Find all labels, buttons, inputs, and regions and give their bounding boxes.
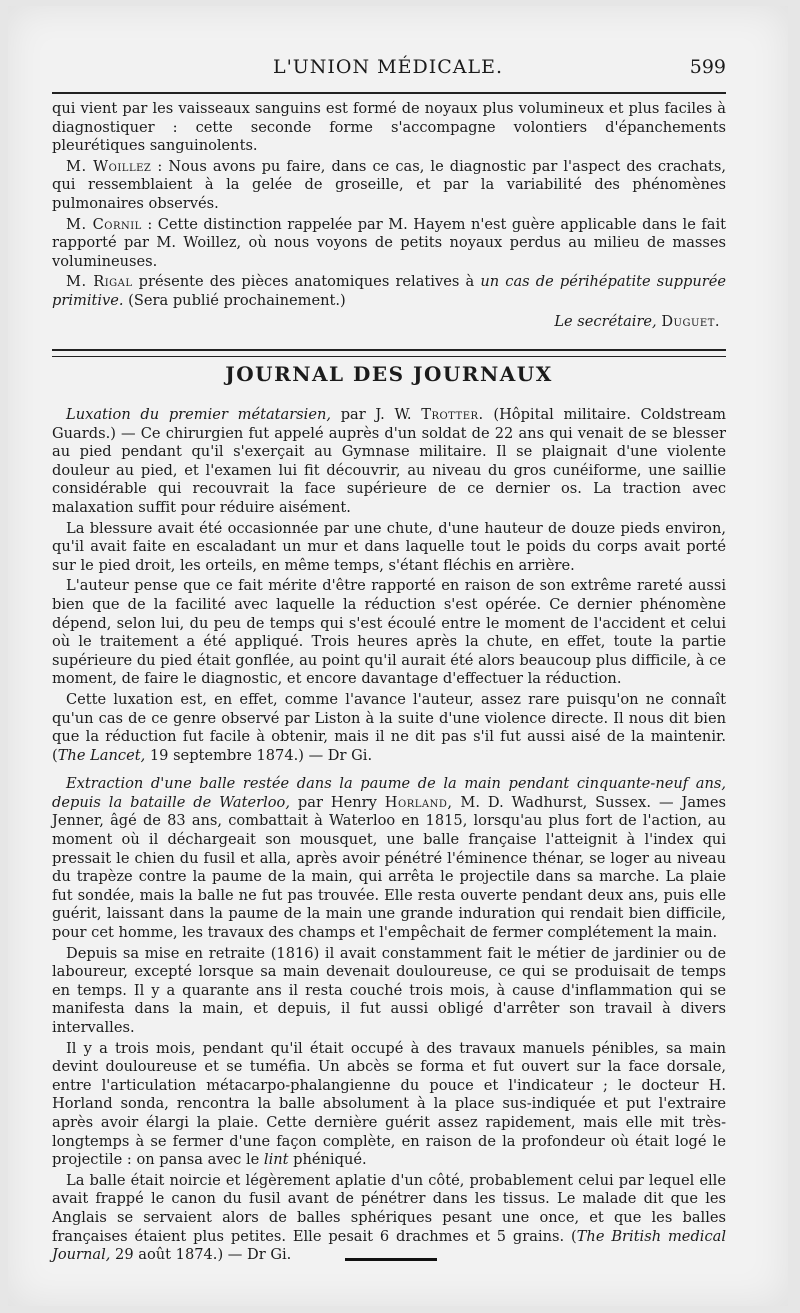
source-citation: The Lancet, [57,746,146,764]
header-rule [52,92,726,94]
paragraph: La balle était noircie et légèrement aplatie d'un côté, probablement celui par lequel elle avait frappé le canon du fusil avant de pénétrer dans les tissus. Le malade dit que les Anglais se servaient alors de balles sphériques pesant une once, et que les balles françaises étaient plus petites. Elle pesait 6 drachmes et 5 grains. (The British medical Journal, 29 août 1874.) — Dr Gi. [52,1171,726,1264]
source-citation: The British medical Journal, [52,1227,726,1264]
paragraph: Cette luxation est, en effet, comme l'avance l'auteur, assez rare puisqu'on ne connaît qu'un cas de ce genre observé par Liston à la suite d'une violence directe. Il nous dit bien que la réduction fut facile à obtenir, mais il ne dit pas s'il fut aussi aisé de la maintenir. (The Lancet, 19 septembre 1874.) — Dr Gi. [52,690,726,764]
article-balle: Extraction d'une balle restée dans la paume de la main pendant cinquante-neuf ans, depuis la bataille de Waterloo, par Henry Horland, M. D. Wadhurst, Sussex. — James Jenner, âgé de 83 ans, combattait à Waterloo en 1815, lorsqu'au plus fort de l'action, au moment où il déchargeait son mousquet, une balle française l'atteignit à l'index qui pressait le chien du fusil et alla, après avoir pénétré l'éminence thénar, se loger au niveau du trapèze contre la paume de la main, qui arrêta le projectile dans sa marche. La plaie fut sondée, mais la balle ne fut pas trouvée. Elle resta ouverte pendant deux ans, puis elle guérit, laissant dans la paume de la main une grande induration qui rendait bien difficile, pour cet homme, les travaux des champs et l'empêchait de fermer complétement la main. [52,775,726,942]
section-divider [52,349,726,357]
paragraph: Il y a trois mois, pendant qu'il était occupé à des travaux manuels pénibles, sa main devint douloureuse et se tuméfia. Un abcès se forma et fut ouvert sur la face dorsale, entre l'articulation métacarpo-phalangienne du pouce et l'indicateur ; le docteur H. Horland sonda, rencontra la balle absolument à la place sus-indiquée et put l'extraire après avoir élargi la plaie. Cette dernière guérit assez rapidement, mais elle mit très-longtemps à se fermer d'une façon complète, en raison de la profondeur où était logé le projectile : on pansa avec le lint phéniqué. [52,1039,726,1169]
speaker-name: M. Rigal [66,273,133,291]
journal-title: L'UNION MÉDICALE. [272,56,504,78]
end-rule [345,1258,437,1261]
speaker-name: M. Woillez [66,157,152,175]
page-header [48,52,728,86]
article-author: Horland, [384,793,453,811]
section-title: JOURNAL DES JOURNAUX [225,362,553,386]
page-number: 599 [689,56,726,78]
article-title: Luxation du premier métatarsien, [66,406,332,423]
paragraph: L'auteur pense que ce fait mérite d'être rapporté en raison de son extrême rareté aussi bien que de la facilité avec laquelle la réduction s'est opérée. Ce dernier phénomène dépend, selon lui, du peu de temps qui s'est écoulé entre le moment de l'accident et celui où le traitement a été appliqué. Trois heures après la chute, en effet, toute la partie supérieure du pied était gonflée, au point qu'il aurait été alors beaucoup plus difficile, à ce moment, de faire le diagnostic, et encore davantage d'effectuer la réduction. [52,577,726,688]
journal-articles [52,406,726,1267]
paragraph: M. Woillez : Nous avons pu faire, dans ce cas, le diagnostic par l'aspect des crachats, qui ressemblaient à la gelée de groseille, et par la variabilité des phénomènes pulmonaires observés. [52,157,726,212]
speaker-name: M. Cornil [66,215,142,233]
paragraph: qui vient par les vaisseaux sanguins est formé de noyaux plus volumineux et plus faciles à diagnostiquer : cette seconde forme s'accompagne volontiers d'épanchements pleurétiques sanguinolents. [52,100,726,155]
paragraph: La blessure avait été occasionnée par une chute, d'une hauteur de douze pieds environ, qu'il avait faite en escaladant un mur et dans laquelle tout le poids du corps avait porté sur le pied droit, les orteils, en même temps, s'étant fléchis en arrière. [52,519,726,574]
paragraph: M. Rigal présente des pièces anatomiques relatives à un cas de périhépatite suppurée primitive. (Sera publié prochainement.) [52,273,726,309]
paragraph: Depuis sa mise en retraite (1816) il avait constamment fait le métier de jardinier ou de laboureur, excepté lorsque sa main devenait douloureuse, ce qui se produisait de temps en temps. Il y a quarante ans il resta couché trois mois, à cause d'inflammation qui se manifesta dans la main, et depuis, il fut aussi obligé d'arrêter son travail à divers intervalles. [52,944,726,1036]
article-title: Extraction d'une balle restée dans la paume de la main pendant cinquante-neuf ans, depuis la bataille de Waterloo, [52,775,726,811]
article-author: Trotter. [421,406,484,423]
paragraph: M. Cornil : Cette distinction rappelée par M. Hayem n'est guère applicable dans le fait rapporté par M. Woillez, où nous voyons de petits noyaux perdus au milieu de masses volumineuses. [52,215,726,270]
article-luxation: Luxation du premier métatarsien, par J. W. Trotter. (Hôpital militaire. Coldstream Guards.) — Ce chirurgien fut appelé auprès d'un soldat de 22 ans qui venait de se blesser au pied pendant qu'il s'exerçait au Gymnase militaire. Il se plaignait d'une violente douleur au pied, et l'examen lui fit découvrir, au niveau du gros cunéiforme, une saillie considérable qui recouvrait la face supérieure de ce dernier os. La traction avec malaxation suffit pour réduire aisément. [52,406,726,516]
signature: Le secrétaire, Duguet. [554,312,720,330]
session-minutes [52,100,726,333]
